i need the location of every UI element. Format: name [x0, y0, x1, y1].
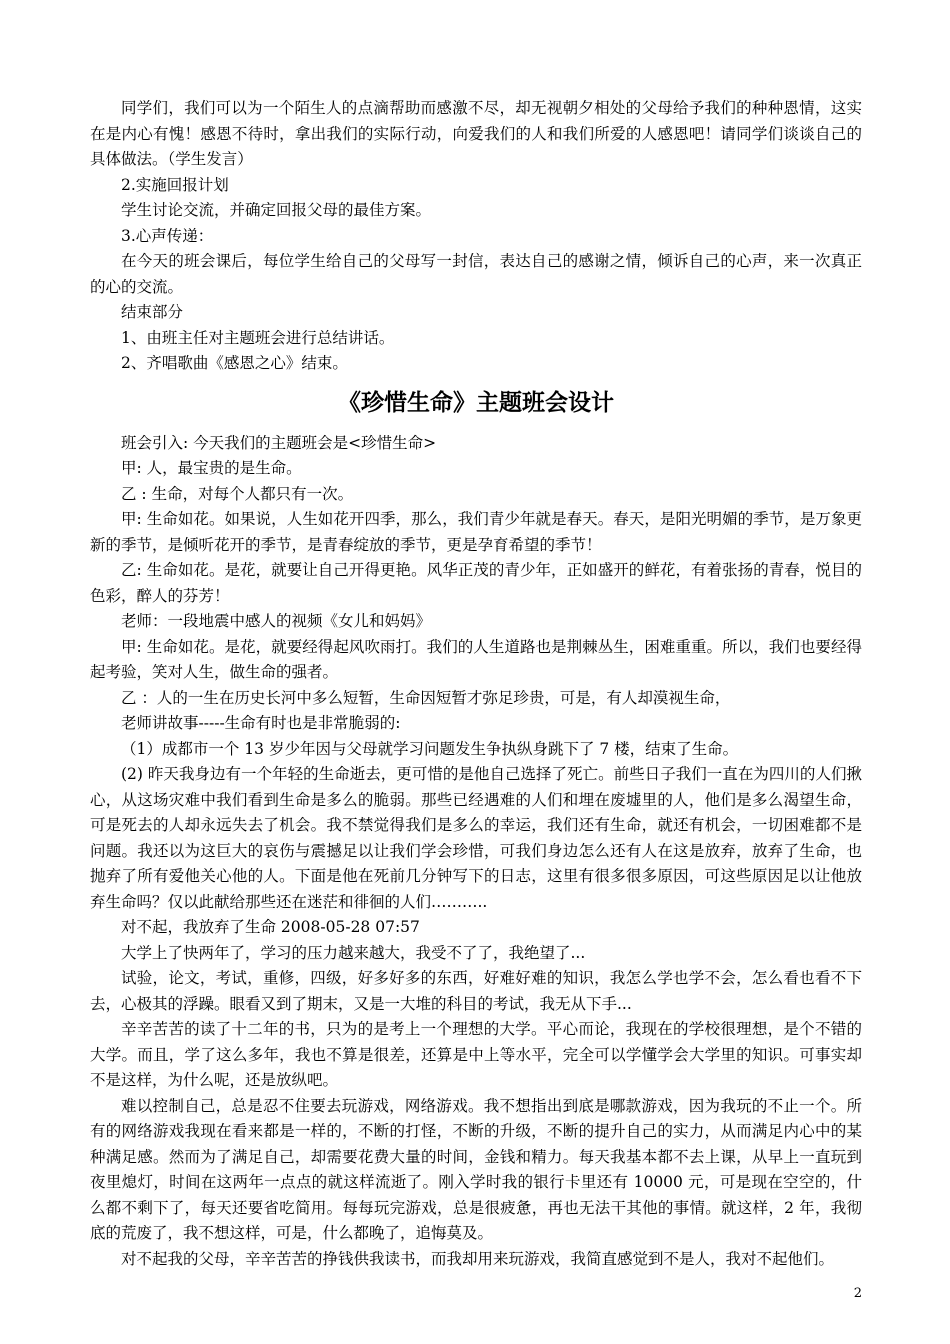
paragraph-gratitude-intro: 同学们，我们可以为一个陌生人的点滴帮助而感激不尽，却无视朝夕相处的父母给予我们的种种恩情，这实在是内心有愧！感恩不待时，拿出我们的实际行动，向爱我们的人和我们所爱的人感恩吧！请同学们谈谈自己的具体做法。（学生发言）	[90, 99, 862, 168]
dialogue-line: 甲: 生命如花。如果说，人生如花开四季，那么，我们青少年就是春天。春天，是阳光明媚的季节，是万象更新的季节，是倾听花开的季节，是青春绽放的季节，更是孕育希望的季节！	[90, 510, 862, 554]
paragraph-ending-heading: 结束部分	[121, 303, 184, 321]
dialogue-line: 乙 : 生命，对每个人都只有一次。	[121, 484, 354, 503]
page-number: 2	[853, 1286, 862, 1301]
paragraph-plan-heading: 2.实施回报计划	[121, 175, 229, 194]
paragraph-ending-item-2: 2、齐唱歌曲《感恩之心》结束。	[121, 354, 348, 372]
paragraph-plan-body: 学生讨论交流，并确定回报父母的最佳方案。	[121, 201, 432, 219]
paragraph-voice-heading: 3.心声传递：	[121, 226, 214, 245]
dialogue-line: 甲: 生命如花。是花，就要经得起风吹雨打。我们的人生道路也是荆棘丛生，困难重重。所以，我们也要经得起考验，笑对人生，做生命的强者。	[90, 637, 862, 681]
diary-paragraph: 对不起我的父母，辛辛苦苦的挣钱供我读书，而我却用来玩游戏，我简直感觉到不是人，我对不起他们。	[121, 1249, 835, 1268]
paragraph-voice-body: 在今天的班会课后，每位学生给自己的父母写一封信，表达自己的感谢之情，倾诉自己的心声，来一次真正的心的交流。	[90, 252, 862, 296]
diary-paragraph: 辛辛苦苦的读了十二年的书，只为的是考上一个理想的大学。平心而论，我现在的学校很理想，是个不错的大学。而且，学了这么多年，我也不算是很差，还算是中上等水平，完全可以学懂学会大学里的知识。可事实却不是这样，为什么呢，还是放纵吧。	[90, 1020, 862, 1089]
diary-paragraph: 试验，论文，考试，重修，四级，好多好多的东西，好难好难的知识，我怎么学也学不会，怎么看也看不下去，心极其的浮躁。眼看又到了期末，又是一大堆的科目的考试，我无从下手...	[90, 969, 862, 1013]
paragraph-story-2: (2) 昨天我身边有一个年轻的生命逝去，更可惜的是他自己选择了死亡。前些日子我们一直在为四川的人们揪心，从这场灾难中我们看到生命是多么的脆弱。那些已经遇难的人们和埋在废墟里的人，他们是多么渴望生命，可是死去的人却永远失去了机会。我不禁觉得我们是多么的幸运，我们还有生命，就还有机会，一切困难都不是问题。我还以为这巨大的哀伤与震撼足以让我们学会珍惜，可我们身边怎么还有人在这是放弃，放弃了生命，也抛弃了所有爱他关心他的人。下面是他在死前几分钟写下的日志，这里有很多很多原因，可这些原因足以让他放弃生命吗？仅以此献给那些还在迷茫和徘徊的人们………..	[90, 765, 862, 911]
diary-title: 对不起，我放弃了生命 2008-05-28 07:57	[121, 918, 420, 936]
paragraph-story-heading: 老师讲故事-----生命有时也是非常脆弱的:	[121, 714, 401, 732]
section-title: 《珍惜生命》主题班会设计	[338, 389, 614, 416]
diary-paragraph: 大学上了快两年了，学习的压力越来越大，我受不了了，我绝望了...	[121, 943, 586, 962]
paragraph-story-1: （1）成都市一个 13 岁少年因与父母就学习问题发生争执纵身跳下了 7 楼，结束了生命。	[121, 739, 739, 758]
paragraph-ending-item-1: 1、由班主任对主题班会进行总结讲话。	[121, 328, 395, 347]
document-page	[90, 96, 862, 1272]
paragraph-intro: 班会引入: 今天我们的主题班会是<珍惜生命>	[121, 433, 437, 452]
diary-paragraph: 难以控制自己，总是忍不住要去玩游戏，网络游戏。我不想指出到底是哪款游戏，因为我玩的不止一个。所有的网络游戏我现在看来都是一样的，不断的打怪，不断的升级，不断的提升自己的实力，从而满足内心中的某种满足感。然而为了满足自己，却需要花费大量的时间，金钱和精力。每天我基本都不去上课，从早上一直玩到夜里熄灯，时间在这两年一点点的就这样流逝了。刚入学时我的银行卡里还有 10000 元，可是现在空空的，什么都不剩下了，每天还要省吃简用。每每玩完游戏，总是很疲惫，再也无法干其他的事情。就这样，2 年，我彻底的荒废了，我不想这样，可是，什么都晚了，追悔莫及。	[90, 1096, 862, 1242]
dialogue-line: 甲: 人，最宝贵的是生命。	[121, 459, 302, 477]
dialogue-line: 老师：一段地震中感人的视频《女儿和妈妈》	[121, 612, 432, 630]
dialogue-line: 乙: 生命如花。是花，就要让自己开得更艳。风华正茂的青少年，正如盛开的鲜花，有着张扬的青春，悦目的色彩，醉人的芬芳！	[90, 561, 862, 605]
dialogue-line: 乙 ：人的一生在历史长河中多么短暂，生命因短暂才弥足珍贵，可是，有人却漠视生命，	[121, 688, 731, 707]
